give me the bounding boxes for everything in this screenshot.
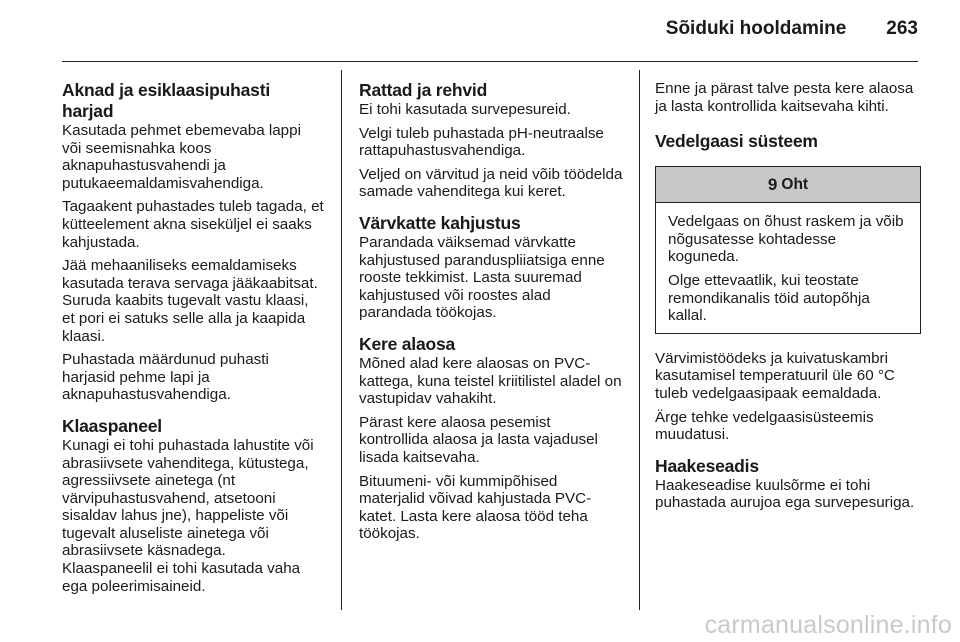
paragraph: Jää mehaaniliseks eemaldamiseks kasutada terava servaga jääkaabitsat. Suruda kaabits tugevalt vastu klaasi, et pori ei satuks selle alla ja kaapida klaasi. xyxy=(62,257,318,345)
paragraph: Tagaakent puhastades tuleb tagada, et kütteelement akna siseküljel ei saaks kahjustada. xyxy=(62,198,324,251)
watermark: carmanualsonline.info xyxy=(704,611,952,639)
column-1 xyxy=(62,80,324,595)
section-title-underbody: Kere alaosa xyxy=(359,333,456,354)
paragraph: Puhastada määrdunud puhasti harjasid pehme lapi ja aknapuhastusvahendiga. xyxy=(62,351,269,404)
paragraph: Veljed on värvitud ja neid võib töödelda samade vahenditega kui keret. xyxy=(359,165,623,201)
section-title-paint-damage: Värvkatte kahjustus xyxy=(359,212,521,233)
section-title-windows: Aknad ja esiklaasipuhasti harjad xyxy=(62,80,271,121)
paragraph: Klaaspaneelil ei tohi kasutada vaha ega poleerimisaineid. xyxy=(62,560,301,595)
paragraph: Ei tohi kasutada survepesureid. xyxy=(359,101,571,118)
warning-icon: 9 xyxy=(767,174,778,194)
danger-box xyxy=(655,166,921,334)
paragraph: Kunagi ei tohi puhastada lahustite või abrasiivsete vahenditega, kütustega, agressiivsete ainetega (nt värvipuhastusvahend, atsetooni sisaldav lahus jne), happeliste või tugevalt aluseliste ainetega või abrasiivsete käsnadega. xyxy=(62,436,314,560)
page-number: 263 xyxy=(886,18,918,39)
paragraph: Mõned alad kere alaosas on PVC-kattega, kuna teistel kriitilistel aladel on vastupidav vahakiht. xyxy=(359,354,622,408)
section-title-towbar: Haakeseadis xyxy=(655,455,759,476)
column-divider-1 xyxy=(341,70,342,610)
paragraph: Parandada väiksemad värvkatte kahjustused paranduspliiatsiga enne rooste tekkimist. Lasta suuremad kahjustused või roostes alad parandada töökojas. xyxy=(359,233,605,322)
danger-box-header xyxy=(656,167,920,203)
paragraph: Värvimistöödeks ja kuivatuskambri kasutamisel temperatuuril üle 60 °C tuleb vedelgaasipaak eemaldada. xyxy=(655,349,895,402)
column-divider-2 xyxy=(639,70,640,610)
section-title-glass-panel: Klaaspaneel xyxy=(62,415,162,436)
header-rule xyxy=(62,61,918,62)
paragraph: Ärge tehke vedelgaasisüsteemis muudatusi. xyxy=(655,408,874,444)
column-3 xyxy=(655,80,921,512)
danger-box-title: Oht xyxy=(781,175,809,193)
danger-box-body xyxy=(656,203,920,333)
paragraph: Kasutada pehmet ebemevaba lappi või seemisnahka koos aknapuhastusvahendi ja putukaeemaldamisvahendiga. xyxy=(62,122,301,192)
section-title-lpg-system: Vedelgaasi süsteem xyxy=(655,131,818,152)
paragraph: Haakeseadise kuulsõrme ei tohi puhastada aurujoa ega survepesuriga. xyxy=(655,476,915,512)
page-header xyxy=(62,18,918,46)
paragraph: Pärast kere alaosa pesemist kontrollida alaosa ja lasta vajadusel lisada kaitsevaha. xyxy=(359,413,598,466)
paragraph: Bituumeni- või kummipõhised materjalid võivad kahjustada PVC-katet. Lasta kere alaosa tööd teha töökojas. xyxy=(359,472,592,543)
paragraph: Enne ja pärast talve pesta kere alaosa ja lasta kontrollida kaitsevaha kihti. xyxy=(655,80,914,115)
paragraph: Vedelgaas on õhust raskem ja võib nõgusatesse kohtadesse koguneda. xyxy=(668,213,904,266)
section-title-wheels: Rattad ja rehvid xyxy=(359,80,488,100)
paragraph: Olge ettevaatlik, kui teostate remondikanalis töid autopõhja kallal. xyxy=(668,271,870,325)
chapter-title: Sõiduki hooldamine xyxy=(665,18,847,39)
paragraph: Velgi tuleb puhastada pH-neutraalse rattapuhastusvahendiga. xyxy=(359,124,604,160)
column-2 xyxy=(359,80,623,543)
